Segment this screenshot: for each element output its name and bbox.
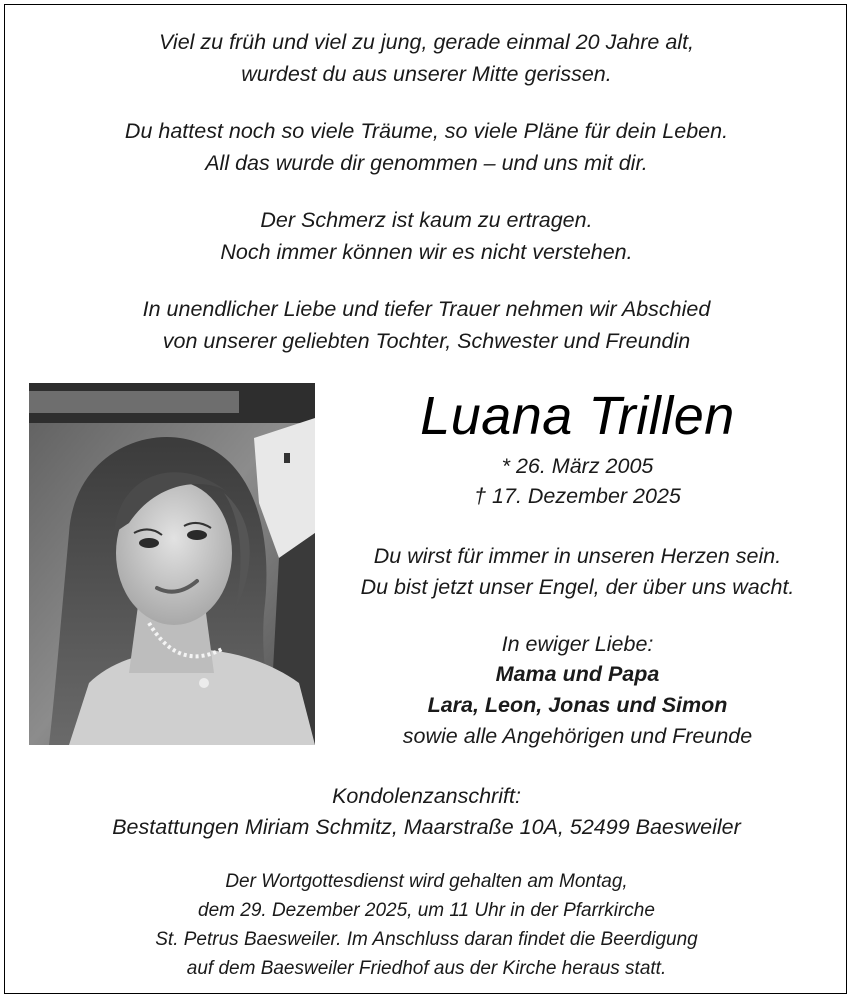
- intro-line-3: Du hattest noch so viele Träume, so viele Pläne für dein Leben.: [124, 119, 729, 143]
- intro-line-7: In unendlicher Liebe und tiefer Trauer nehmen wir Abschied: [142, 297, 711, 321]
- intro-line-6: Noch immer können wir es nicht verstehen.: [220, 240, 633, 264]
- intro-line-8: von unserer geliebten Tochter, Schwester und Freundin: [162, 329, 691, 353]
- portrait-photo: [29, 383, 315, 745]
- death-date: † 17. Dezember 2025: [474, 484, 681, 508]
- mourners-parents: Mama und Papa: [495, 662, 660, 686]
- message-line-2: Du bist jetzt unser Engel, der über uns wacht.: [360, 575, 795, 599]
- service-line-1: Der Wortgottesdienst wird gehalten am Montag,: [225, 871, 628, 892]
- condolence-label: Kondolenzanschrift:: [332, 784, 521, 808]
- message-line-1: Du wirst für immer in unseren Herzen sein.: [373, 544, 782, 568]
- service-line-3: St. Petrus Baesweiler. Im Anschluss daran findet die Beerdigung: [155, 929, 698, 950]
- mourners-others: sowie alle Angehörigen und Freunde: [402, 724, 753, 748]
- intro-line-2: wurdest du aus unserer Mitte gerissen.: [241, 62, 612, 86]
- condolence-address: Bestattungen Miriam Schmitz, Maarstraße 10A, 52499 Baesweiler: [112, 815, 741, 839]
- deceased-name: Luana Trillen: [420, 386, 735, 446]
- intro-line-5: Der Schmerz ist kaum zu ertragen.: [260, 208, 593, 232]
- intro-line-1: Viel zu früh und viel zu jung, gerade einmal 20 Jahre alt,: [158, 30, 695, 54]
- mourners-siblings: Lara, Leon, Jonas und Simon: [427, 693, 728, 717]
- service-line-4: auf dem Baesweiler Friedhof aus der Kirche heraus statt.: [186, 958, 667, 979]
- service-line-2: dem 29. Dezember 2025, um 11 Uhr in der Pfarrkirche: [198, 900, 655, 921]
- birth-date: * 26. März 2005: [501, 454, 654, 478]
- intro-line-4: All das wurde dir genommen – und uns mit dir.: [205, 151, 648, 175]
- mourners-heading: In ewiger Liebe:: [501, 632, 654, 656]
